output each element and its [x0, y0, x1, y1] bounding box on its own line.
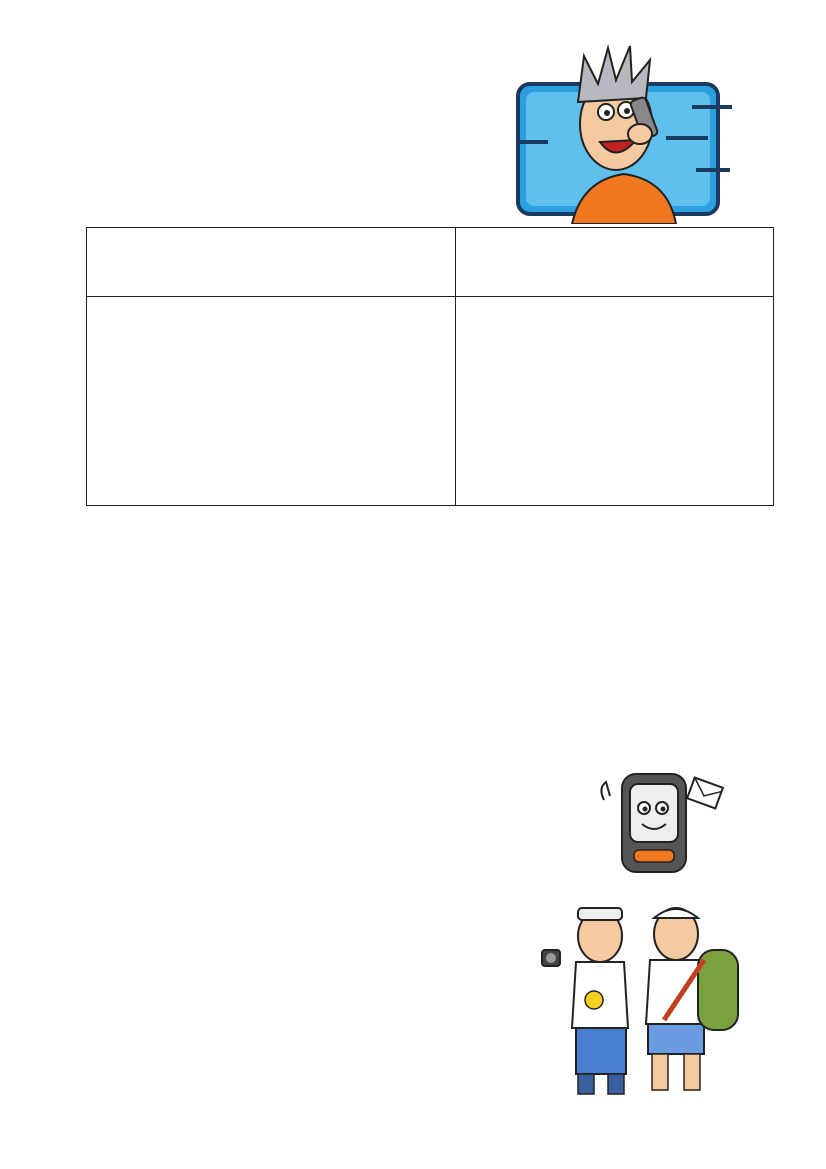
q1-left-options	[87, 297, 456, 506]
q1-right-prompt	[456, 228, 774, 297]
q1-left-prompt	[87, 228, 456, 297]
tourists-illustration	[528, 900, 748, 1100]
q1-answer-table	[86, 227, 774, 506]
q1-right-options	[456, 297, 774, 506]
man-on-phone-illustration	[512, 42, 738, 224]
smiling-phone-illustration	[594, 770, 724, 874]
